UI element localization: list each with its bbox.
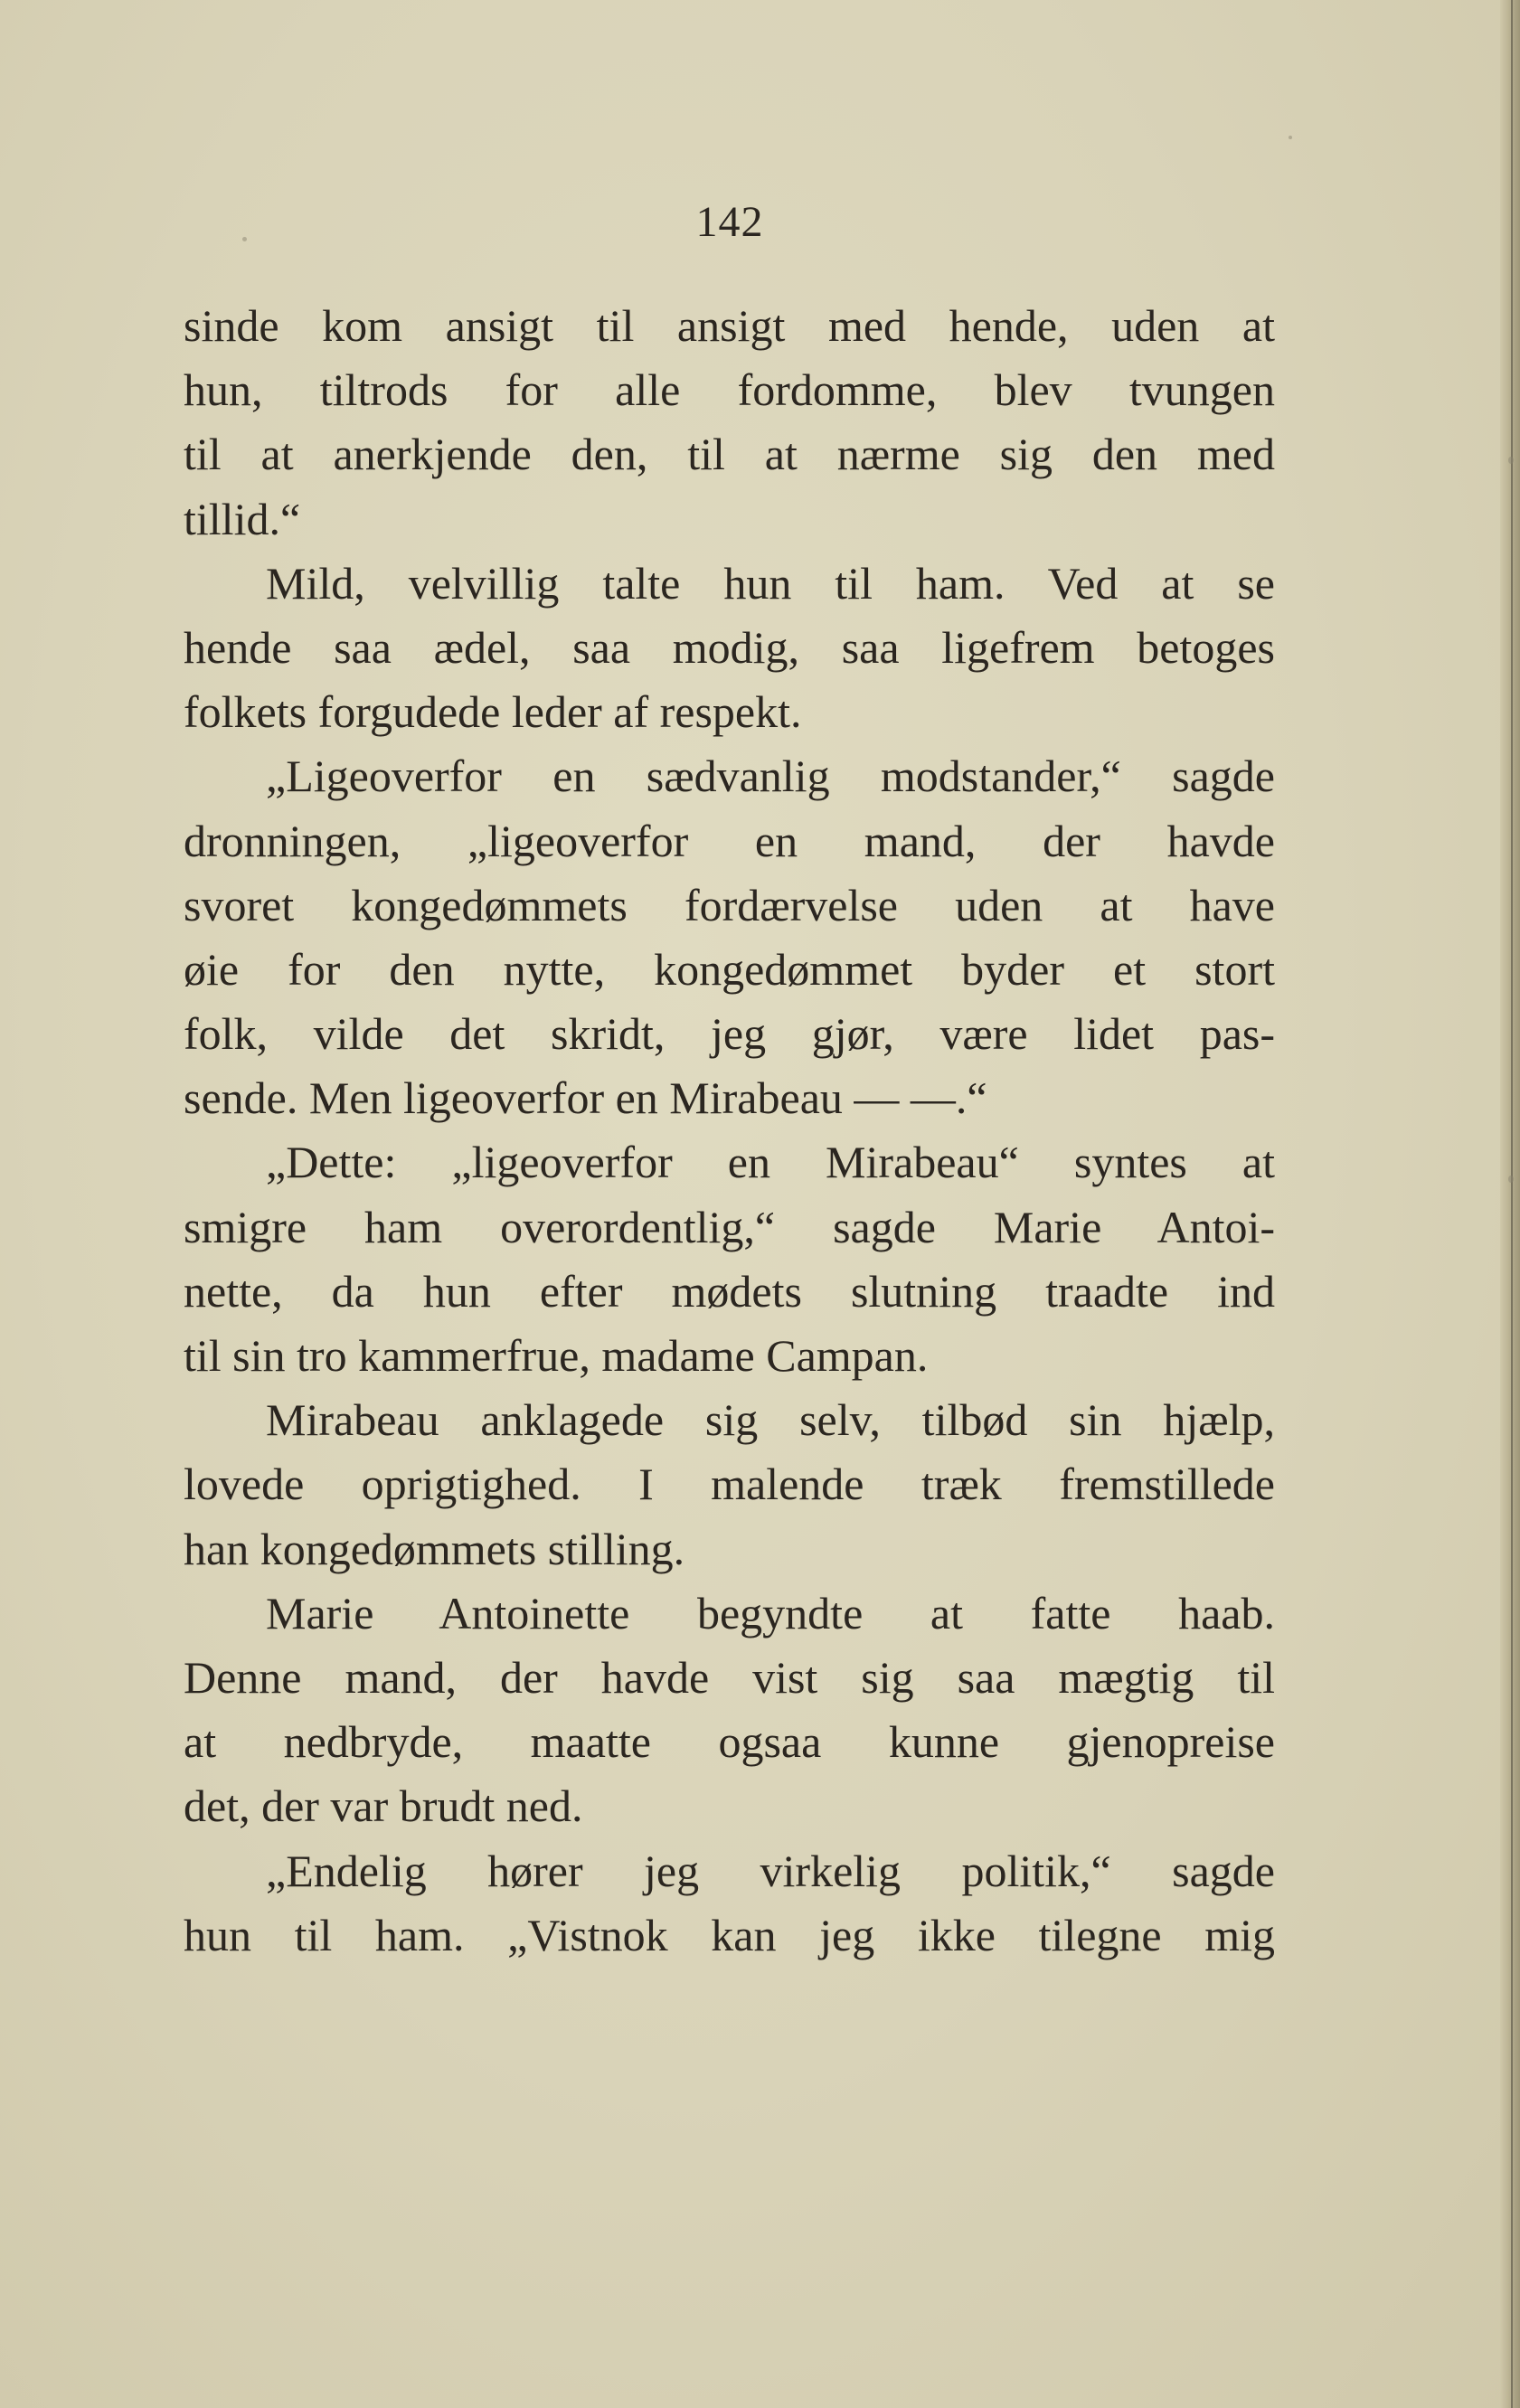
- text-line: hende saa ædel, saa modig, saa ligefrem betoges: [184, 621, 1275, 673]
- text-line: „Dette: „ligeoverfor en Mirabeau“ syntes at: [266, 1137, 1275, 1188]
- text-line: hun, tiltrods for alle fordomme, blev tvungen: [184, 364, 1275, 416]
- text-line: Denne mand, der havde vist sig saa mægtig til: [184, 1651, 1275, 1703]
- page-edge-line: [1511, 0, 1513, 2408]
- text-line: smigre ham overordentlig,“ sagde Marie Antoi-: [184, 1201, 1275, 1252]
- text-line: øie for den nytte, kongedømmet byder et stort: [184, 943, 1275, 995]
- text-line: Marie Antoinette begyndte at fatte haab.: [266, 1587, 1275, 1638]
- text-line: sinde kom ansigt til ansigt med hende, uden at: [184, 300, 1275, 351]
- text-line: „Endelig hører jeg virkelig politik,“ sagde: [266, 1845, 1275, 1896]
- text-line: sende. Men ligeoverfor en Mirabeau — —.“: [184, 1072, 987, 1124]
- text-line: til at anerkjende den, til at nærme sig den med: [184, 429, 1275, 480]
- text-line: hun til ham. „Vistnok kan jeg ikke tilegne mig: [184, 1909, 1275, 1960]
- body-text: [184, 294, 1275, 1968]
- text-line: til sin tro kammerfrue, madame Campan.: [184, 1330, 929, 1381]
- paper-speck: [1508, 457, 1514, 464]
- text-line: „Ligeoverfor en sædvanlig modstander,“ sagde: [266, 751, 1275, 802]
- text-line: svoret kongedømmets fordærvelse uden at have: [184, 879, 1275, 930]
- text-line: dronningen, „ligeoverfor en mand, der havde: [184, 815, 1275, 866]
- text-line: nette, da hun efter mødets slutning traadte ind: [184, 1265, 1275, 1317]
- text-line: folkets forgudede leder af respekt.: [184, 686, 802, 738]
- text-line: han kongedømmets stilling.: [184, 1523, 685, 1574]
- text-line: folk, vilde det skridt, jeg gjør, være lidet pas-: [184, 1008, 1275, 1060]
- text-line: Mild, velvillig talte hun til ham. Ved at se: [266, 557, 1275, 609]
- text-line: at nedbryde, maatte ogsaa kunne gjenopreise: [184, 1716, 1275, 1768]
- page-number: 142: [695, 198, 764, 246]
- paper-speck: [1289, 136, 1292, 139]
- paper-speck: [1508, 1176, 1514, 1183]
- text-line: tillid.“: [184, 493, 301, 544]
- text-line: lovede oprigtighed. I malende træk fremstillede: [184, 1459, 1275, 1510]
- book-spine-edge: [1500, 0, 1520, 2408]
- text-line: Mirabeau anklagede sig selv, tilbød sin hjælp,: [266, 1394, 1275, 1446]
- text-line: det, der var brudt ned.: [184, 1780, 583, 1832]
